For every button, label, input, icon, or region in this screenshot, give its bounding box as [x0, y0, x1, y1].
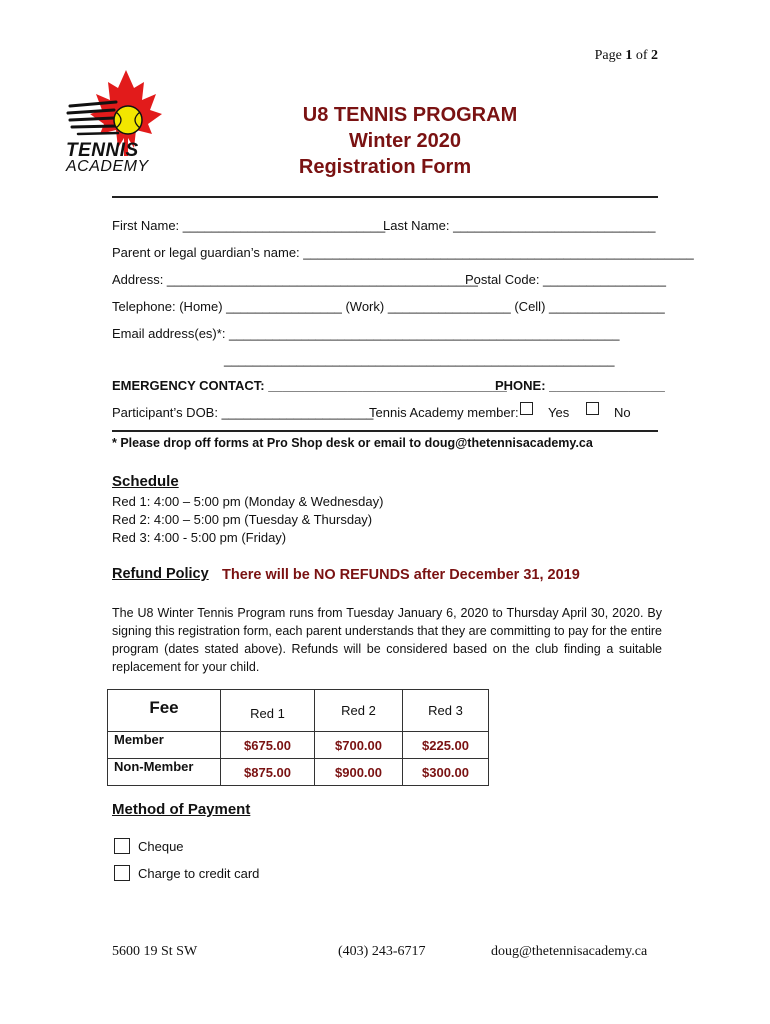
fee-member-red1: $675.00 [221, 732, 315, 759]
program-title: U8 TENNIS PROGRAM [302, 104, 518, 126]
page-number [595, 48, 658, 64]
refund-notice: There will be NO REFUNDS after December 31, 2019 [222, 567, 580, 583]
fee-nonmember-red1: $875.00 [221, 759, 315, 786]
footer-address: 5600 19 St SW [112, 944, 198, 959]
divider-middle [112, 430, 658, 432]
credit-card-checkbox[interactable] [114, 865, 130, 881]
member-no-checkbox[interactable] [586, 402, 599, 415]
schedule-red1: Red 1: 4:00 – 5:00 pm (Monday & Wednesday) [112, 494, 384, 509]
fee-nonmember-red3: $300.00 [403, 759, 489, 786]
fee-member-red3: $225.00 [403, 732, 489, 759]
fee-row-label: Non-Member [108, 759, 221, 786]
fee-nonmember-red2: $900.00 [315, 759, 403, 786]
participant-dob-field[interactable]: Participant’s DOB: _____________________ [112, 405, 374, 420]
emergency-contact-field[interactable]: EMERGENCY CONTACT: _________________________________ [112, 378, 507, 393]
divider-top [112, 196, 658, 198]
fee-header-red3: Red 3 [403, 690, 489, 732]
page-label: Page [594, 48, 622, 63]
tennis-ball-icon [114, 106, 142, 134]
footer-phone: (403) 243-6717 [338, 944, 426, 959]
member-yes-label: Yes [548, 405, 570, 420]
page-total: 2 [651, 48, 658, 63]
member-question: Tennis Academy member: [369, 405, 519, 420]
fee-table [107, 689, 489, 786]
member-yes-checkbox[interactable] [520, 402, 533, 415]
schedule-red3: Red 3: 4:00 - 5:00 pm (Friday) [112, 530, 287, 545]
email-field[interactable]: Email address(es)*: ______________________________________________________ [112, 326, 620, 341]
schedule-heading: Schedule [112, 473, 179, 490]
fee-table-header-row [108, 690, 489, 732]
drop-off-note: * Please drop off forms at Pro Shop desk or email to doug@thetennisacademy.ca [112, 436, 593, 450]
cheque-label: Cheque [138, 839, 184, 854]
credit-card-label: Charge to credit card [138, 866, 260, 881]
email-field-line2[interactable]: ______________________________________________________ [224, 352, 615, 367]
fee-row-member [108, 732, 489, 759]
cheque-checkbox[interactable] [114, 838, 130, 854]
logo-word-academy: ACADEMY [66, 158, 149, 175]
telephone-field[interactable]: Telephone: (Home) ________________ (Work) _________________ (Cell) ________________ [112, 299, 665, 314]
emergency-phone-field[interactable]: PHONE: ________________ [495, 378, 665, 393]
footer-email[interactable]: doug@thetennisacademy.ca [491, 944, 648, 959]
page-current: 1 [625, 48, 633, 63]
fee-header-red1: Red 1 [221, 690, 315, 732]
postal-code-field[interactable]: Postal Code: _________________ [465, 272, 666, 287]
member-no-label: No [614, 405, 631, 420]
payment-heading: Method of Payment [112, 801, 251, 818]
fee-header-label: Fee [108, 690, 221, 732]
refund-policy-heading: Refund Policy [112, 566, 209, 582]
fee-row-label: Member [108, 732, 221, 759]
form-title: Registration Form [298, 156, 472, 178]
logo-word-tennis: TENNIS [66, 140, 139, 161]
page-of: of [635, 48, 648, 63]
fee-row-non-member [108, 759, 489, 786]
fee-member-red2: $700.00 [315, 732, 403, 759]
address-field[interactable]: Address: ___________________________________________ [112, 272, 478, 287]
first-name-field[interactable]: First Name: ____________________________ [112, 218, 386, 233]
fee-header-red2: Red 2 [315, 690, 403, 732]
program-season: Winter 2020 [348, 130, 462, 152]
refund-paragraph: The U8 Winter Tennis Program runs from Tuesday January 6, 2020 to Thursday April 30, 2020. By signing this registration form, each parent understands that they are committing to pay for the entire program (dates stated above). Refunds will be considered based on the club finding a suitable replacement for your child. [112, 606, 662, 674]
schedule-red2: Red 2: 4:00 – 5:00 pm (Tuesday & Thursday) [112, 512, 373, 527]
guardian-name-field[interactable]: Parent or legal guardian’s name: ______________________________________________________ [112, 245, 694, 260]
last-name-field[interactable]: Last Name: ____________________________ [383, 218, 656, 233]
